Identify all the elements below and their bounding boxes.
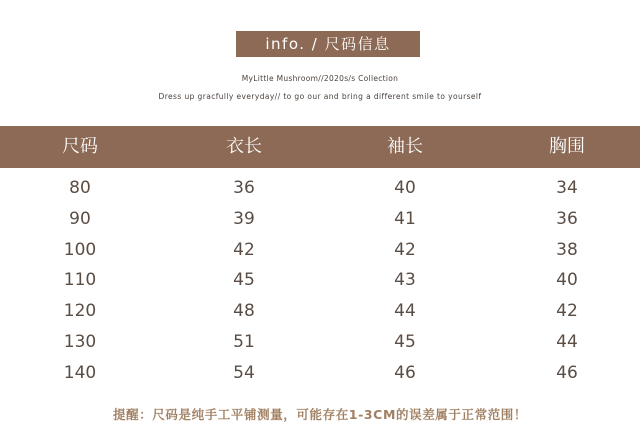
cell-chest: 46 [556, 362, 578, 383]
cell-length: 42 [233, 239, 255, 260]
cell-sleeve: 44 [394, 301, 416, 322]
cell-size: 140 [63, 362, 97, 383]
cell-length: 36 [233, 178, 255, 198]
header-chest: 胸围 [549, 136, 585, 157]
cell-size: 130 [63, 331, 97, 352]
cell-length: 39 [233, 208, 255, 229]
cell-size: 100 [63, 239, 97, 260]
cell-sleeve: 42 [394, 239, 416, 260]
table-row [0, 204, 640, 235]
cell-size: 90 [69, 208, 91, 229]
measurement-note: 提醒：尺码是纯手工平铺测量，可能存在1-3CM的误差属于正常范围！ [113, 407, 527, 422]
table-row [0, 173, 640, 204]
cell-length: 54 [233, 362, 255, 383]
cell-sleeve: 46 [394, 362, 416, 383]
cell-chest: 40 [556, 270, 578, 291]
cell-sleeve: 43 [394, 270, 416, 291]
table-row [0, 358, 640, 389]
table-row [0, 235, 640, 266]
cell-chest: 34 [556, 178, 578, 198]
size-table-body [0, 173, 640, 389]
table-row [0, 327, 640, 358]
cell-sleeve: 45 [394, 331, 416, 352]
table-row [0, 265, 640, 296]
cell-size: 110 [63, 270, 97, 291]
header-sleeve: 袖长 [387, 136, 423, 157]
cell-chest: 38 [556, 239, 578, 260]
cell-sleeve: 41 [394, 208, 416, 229]
cell-length: 51 [233, 331, 255, 352]
size-table-header [0, 126, 640, 168]
header-length: 衣长 [226, 136, 262, 157]
cell-chest: 44 [556, 331, 578, 352]
page-title: info. / 尺码信息 [236, 31, 420, 57]
cell-length: 45 [233, 270, 255, 291]
cell-length: 48 [233, 301, 255, 322]
cell-sleeve: 40 [394, 178, 416, 198]
cell-size: 80 [69, 178, 91, 198]
cell-chest: 36 [556, 208, 578, 229]
cell-size: 120 [63, 301, 97, 322]
tagline-subtitle: Dress up gracfully everyday// to go our and bring a different smile to yourself [158, 92, 482, 101]
table-row [0, 296, 640, 327]
collection-subtitle: MyLittle Mushroom//2020s/s Collection [241, 74, 399, 83]
cell-chest: 42 [556, 301, 578, 322]
header-size: 尺码 [62, 136, 98, 157]
